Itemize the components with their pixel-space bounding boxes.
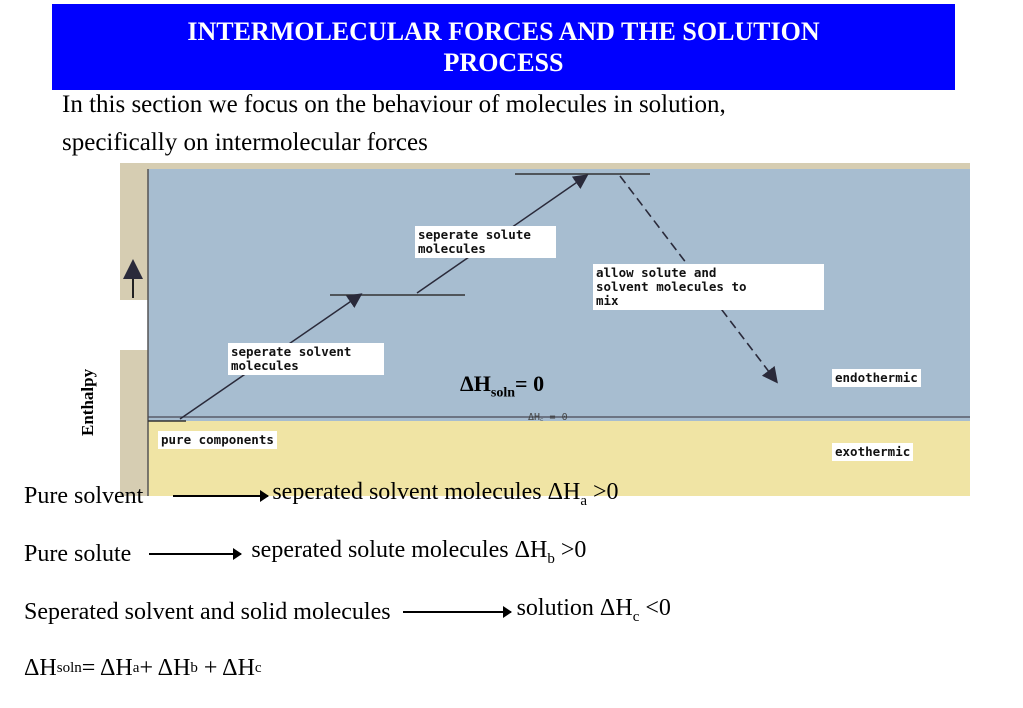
equation-solvent-right-text: seperated solvent molecules ΔH [272, 479, 581, 505]
sum-term-1: ΔH [24, 655, 57, 681]
title-line-1: INTERMOLECULAR FORCES AND THE SOLUTION [187, 17, 820, 46]
label-separate-solvent: seperate solvent molecules [228, 343, 384, 375]
right-arrow-icon [173, 495, 268, 497]
right-arrow-icon [149, 553, 241, 555]
enthalpy-axis-label: Enthalpy [78, 368, 97, 436]
sum-sub-4: c [254, 660, 262, 676]
label-allow-mix: allow solute and solvent molecules to mix [593, 264, 824, 310]
equation-solute-left: Pure solute [24, 541, 132, 568]
sum-sub-3: b [190, 660, 198, 676]
equation-solute [24, 536, 586, 573]
equation-solvent-sub: a [580, 492, 588, 509]
equation-solvent-left: Pure solvent [24, 483, 144, 510]
equation-solute-right-text: seperated solute molecules ΔH [251, 537, 548, 563]
intro-text [62, 86, 942, 162]
equation-solute-right [251, 536, 586, 573]
axis-white-patch [120, 300, 148, 350]
equation-mixing-right-text: solution ΔH [516, 595, 633, 621]
equation-solute-sub: b [547, 550, 555, 567]
sum-sub-1: soln [56, 660, 82, 676]
equation-solvent-right [272, 478, 618, 515]
equation-mixing-sub: c [632, 608, 640, 625]
equation-sum [24, 654, 262, 682]
equation-solute-tail: >0 [554, 537, 587, 563]
intro-line-2: specifically on intermolecular forces [62, 129, 428, 156]
equation-solvent [24, 478, 619, 515]
label-pure-components: pure components [158, 431, 277, 449]
sum-term-4: + ΔH [197, 655, 255, 681]
equation-mixing-right [517, 594, 671, 631]
equation-mixing [24, 594, 671, 631]
equation-solvent-tail: >0 [587, 479, 619, 505]
label-endothermic: endothermic [832, 369, 921, 387]
intro-line-1: In this section we focus on the behaviour of molecules in solution, [62, 91, 726, 118]
sum-sub-2: a [132, 660, 140, 676]
equation-mixing-left: Seperated solvent and solid molecules [24, 599, 391, 626]
label-dh-zero-small: ΔH꜀ = 0 [528, 412, 568, 423]
sum-term-2: = ΔH [81, 655, 133, 681]
equation-mixing-tail: <0 [639, 595, 671, 621]
enthalpy-diagram [120, 163, 970, 496]
delta-h-soln-zero [460, 371, 544, 401]
dh-zero-suffix: = 0 [515, 371, 545, 396]
label-exothermic: exothermic [832, 443, 913, 461]
dh-zero-prefix: ΔH [460, 371, 491, 396]
dh-zero-sub: soln [490, 385, 516, 401]
sum-term-3: + ΔH [139, 655, 191, 681]
title-banner [52, 4, 955, 90]
title-line-2: PROCESS [443, 48, 564, 77]
right-arrow-icon [403, 611, 511, 613]
label-separate-solute: seperate solute molecules [415, 226, 556, 258]
